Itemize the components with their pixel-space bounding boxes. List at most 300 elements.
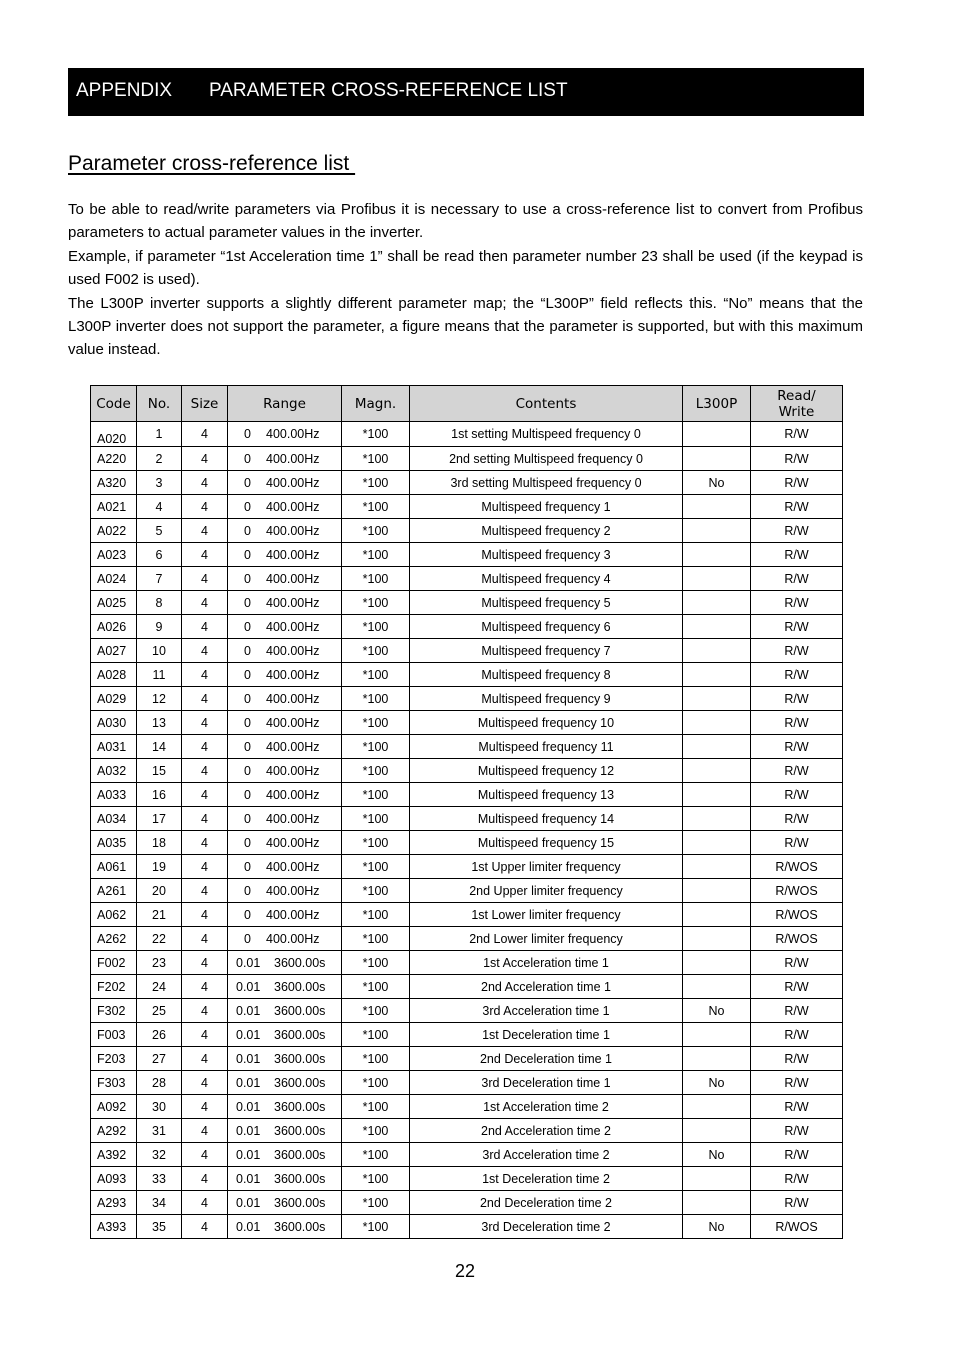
cell-l300p bbox=[683, 783, 751, 807]
cell-code: A026 bbox=[91, 615, 137, 639]
cell-contents: Multispeed frequency 15 bbox=[410, 831, 683, 855]
cell-code: F202 bbox=[91, 975, 137, 999]
range-min: 0 bbox=[244, 643, 251, 658]
cell-size: 4 bbox=[182, 855, 228, 879]
cell-read-write: R/W bbox=[751, 495, 843, 519]
table-row bbox=[91, 927, 843, 951]
range-min: 0 bbox=[244, 715, 251, 730]
range-min: 0.01 bbox=[236, 955, 261, 970]
cell-size: 4 bbox=[182, 711, 228, 735]
cell-no: 9 bbox=[137, 615, 182, 639]
cell-code: A031 bbox=[91, 735, 137, 759]
table-header-row bbox=[91, 386, 843, 422]
cell-range bbox=[228, 1047, 342, 1071]
cell-no: 23 bbox=[137, 951, 182, 975]
cell-magn: *100 bbox=[342, 783, 410, 807]
table-row bbox=[91, 807, 843, 831]
cell-magn: *100 bbox=[342, 903, 410, 927]
range-min: 0.01 bbox=[236, 1123, 261, 1138]
table-row bbox=[91, 999, 843, 1023]
cell-no: 12 bbox=[137, 687, 182, 711]
range-min: 0.01 bbox=[236, 1027, 261, 1042]
cell-contents: 1st setting Multispeed frequency 0 bbox=[410, 422, 683, 447]
cell-read-write: R/W bbox=[751, 447, 843, 471]
cell-no: 31 bbox=[137, 1119, 182, 1143]
cell-l300p: No bbox=[683, 471, 751, 495]
cell-size: 4 bbox=[182, 831, 228, 855]
cell-contents: 2nd setting Multispeed frequency 0 bbox=[410, 447, 683, 471]
table-row bbox=[91, 471, 843, 495]
cell-l300p bbox=[683, 975, 751, 999]
cell-read-write: R/W bbox=[751, 759, 843, 783]
cell-size: 4 bbox=[182, 927, 228, 951]
cell-size: 4 bbox=[182, 999, 228, 1023]
cell-contents: 2nd Deceleration time 2 bbox=[410, 1191, 683, 1215]
cell-contents: Multispeed frequency 9 bbox=[410, 687, 683, 711]
cell-magn: *100 bbox=[342, 855, 410, 879]
intro-text bbox=[68, 198, 863, 362]
table-row bbox=[91, 591, 843, 615]
table-row bbox=[91, 543, 843, 567]
column-header-contents: Contents bbox=[410, 386, 683, 422]
range-max: 400.00Hz bbox=[266, 811, 320, 826]
cell-read-write: R/W bbox=[751, 1047, 843, 1071]
range-min: 0.01 bbox=[236, 1075, 261, 1090]
cell-magn: *100 bbox=[342, 711, 410, 735]
cell-l300p bbox=[683, 855, 751, 879]
cell-contents: 1st Acceleration time 2 bbox=[410, 1095, 683, 1119]
cell-contents: Multispeed frequency 13 bbox=[410, 783, 683, 807]
cell-read-write: R/WOS bbox=[751, 1215, 843, 1239]
cell-range bbox=[228, 639, 342, 663]
column-header-no: No. bbox=[137, 386, 182, 422]
cell-code: F003 bbox=[91, 1023, 137, 1047]
cell-read-write: R/W bbox=[751, 422, 843, 447]
range-max: 3600.00s bbox=[274, 1075, 326, 1090]
cell-l300p bbox=[683, 879, 751, 903]
cell-contents: 1st Deceleration time 1 bbox=[410, 1023, 683, 1047]
range-min: 0 bbox=[244, 739, 251, 754]
range-min: 0 bbox=[244, 787, 251, 802]
cell-no: 19 bbox=[137, 855, 182, 879]
cell-read-write: R/WOS bbox=[751, 879, 843, 903]
intro-paragraph: Example, if parameter “1st Acceleration time 1” shall be read then parameter number 23 shall be used (if the keypad is used F002 is used). bbox=[68, 247, 863, 289]
cell-contents: Multispeed frequency 6 bbox=[410, 615, 683, 639]
cell-read-write: R/W bbox=[751, 1167, 843, 1191]
cell-range bbox=[228, 783, 342, 807]
cell-l300p bbox=[683, 519, 751, 543]
cell-no: 22 bbox=[137, 927, 182, 951]
cell-range bbox=[228, 735, 342, 759]
cell-range bbox=[228, 422, 342, 447]
table-row bbox=[91, 1119, 843, 1143]
range-max: 3600.00s bbox=[274, 1123, 326, 1138]
cell-read-write: R/W bbox=[751, 1071, 843, 1095]
cell-contents: 3rd setting Multispeed frequency 0 bbox=[410, 471, 683, 495]
table-row bbox=[91, 1023, 843, 1047]
range-min: 0 bbox=[244, 619, 251, 634]
cell-contents: Multispeed frequency 12 bbox=[410, 759, 683, 783]
table-row bbox=[91, 1191, 843, 1215]
cell-contents: 1st Deceleration time 2 bbox=[410, 1167, 683, 1191]
cell-magn: *100 bbox=[342, 1215, 410, 1239]
cell-code: A392 bbox=[91, 1143, 137, 1167]
range-max: 400.00Hz bbox=[266, 475, 320, 490]
cell-contents: Multispeed frequency 1 bbox=[410, 495, 683, 519]
cell-size: 4 bbox=[182, 1023, 228, 1047]
table-row bbox=[91, 567, 843, 591]
cell-code: F203 bbox=[91, 1047, 137, 1071]
cell-read-write: R/W bbox=[751, 687, 843, 711]
range-max: 400.00Hz bbox=[266, 835, 320, 850]
range-min: 0 bbox=[244, 835, 251, 850]
cell-range bbox=[228, 711, 342, 735]
cell-range bbox=[228, 975, 342, 999]
cell-contents: Multispeed frequency 11 bbox=[410, 735, 683, 759]
cell-no: 25 bbox=[137, 999, 182, 1023]
cell-magn: *100 bbox=[342, 495, 410, 519]
range-min: 0.01 bbox=[236, 1147, 261, 1162]
range-max: 400.00Hz bbox=[266, 595, 320, 610]
range-min: 0.01 bbox=[236, 1171, 261, 1186]
cell-magn: *100 bbox=[342, 543, 410, 567]
cell-code: A061 bbox=[91, 855, 137, 879]
cell-magn: *100 bbox=[342, 807, 410, 831]
cell-magn: *100 bbox=[342, 759, 410, 783]
cell-size: 4 bbox=[182, 903, 228, 927]
cell-magn: *100 bbox=[342, 735, 410, 759]
cell-range bbox=[228, 831, 342, 855]
cell-read-write: R/W bbox=[751, 975, 843, 999]
cell-l300p: No bbox=[683, 1071, 751, 1095]
cell-range bbox=[228, 951, 342, 975]
cell-range bbox=[228, 447, 342, 471]
cell-l300p bbox=[683, 1191, 751, 1215]
table-row bbox=[91, 1167, 843, 1191]
cell-l300p bbox=[683, 1119, 751, 1143]
cell-code: A393 bbox=[91, 1215, 137, 1239]
cell-range bbox=[228, 999, 342, 1023]
cell-read-write: R/W bbox=[751, 711, 843, 735]
range-min: 0 bbox=[244, 667, 251, 682]
cell-range bbox=[228, 471, 342, 495]
cell-l300p bbox=[683, 927, 751, 951]
cell-range bbox=[228, 687, 342, 711]
range-max: 400.00Hz bbox=[266, 763, 320, 778]
cell-read-write: R/W bbox=[751, 567, 843, 591]
cell-no: 34 bbox=[137, 1191, 182, 1215]
cell-magn: *100 bbox=[342, 1167, 410, 1191]
cell-l300p bbox=[683, 1047, 751, 1071]
cell-size: 4 bbox=[182, 422, 228, 447]
cell-contents: Multispeed frequency 5 bbox=[410, 591, 683, 615]
range-min: 0 bbox=[244, 571, 251, 586]
cell-magn: *100 bbox=[342, 951, 410, 975]
cell-code: A025 bbox=[91, 591, 137, 615]
cell-no: 14 bbox=[137, 735, 182, 759]
cell-read-write: R/W bbox=[751, 615, 843, 639]
cell-no: 28 bbox=[137, 1071, 182, 1095]
cell-read-write: R/WOS bbox=[751, 855, 843, 879]
cell-read-write: R/WOS bbox=[751, 903, 843, 927]
cell-l300p bbox=[683, 639, 751, 663]
cell-read-write: R/WOS bbox=[751, 927, 843, 951]
range-min: 0 bbox=[244, 907, 251, 922]
cell-no: 4 bbox=[137, 495, 182, 519]
cell-size: 4 bbox=[182, 951, 228, 975]
cell-size: 4 bbox=[182, 639, 228, 663]
cell-magn: *100 bbox=[342, 591, 410, 615]
range-max: 400.00Hz bbox=[266, 571, 320, 586]
range-max: 400.00Hz bbox=[266, 619, 320, 634]
cell-range bbox=[228, 519, 342, 543]
cell-magn: *100 bbox=[342, 975, 410, 999]
cell-size: 4 bbox=[182, 543, 228, 567]
cell-range bbox=[228, 927, 342, 951]
cell-read-write: R/W bbox=[751, 639, 843, 663]
cell-no: 18 bbox=[137, 831, 182, 855]
cell-contents: Multispeed frequency 10 bbox=[410, 711, 683, 735]
cell-no: 26 bbox=[137, 1023, 182, 1047]
cell-range bbox=[228, 759, 342, 783]
range-max: 3600.00s bbox=[274, 1003, 326, 1018]
range-min: 0 bbox=[244, 451, 251, 466]
cell-magn: *100 bbox=[342, 1071, 410, 1095]
range-max: 400.00Hz bbox=[266, 499, 320, 514]
cell-no: 6 bbox=[137, 543, 182, 567]
cell-l300p bbox=[683, 591, 751, 615]
cell-magn: *100 bbox=[342, 879, 410, 903]
range-max: 3600.00s bbox=[274, 955, 326, 970]
cell-contents: Multispeed frequency 2 bbox=[410, 519, 683, 543]
cell-l300p bbox=[683, 447, 751, 471]
cell-code: A062 bbox=[91, 903, 137, 927]
range-max: 3600.00s bbox=[274, 1027, 326, 1042]
cell-l300p: No bbox=[683, 1215, 751, 1239]
cell-magn: *100 bbox=[342, 1191, 410, 1215]
cell-magn: *100 bbox=[342, 687, 410, 711]
cell-l300p bbox=[683, 663, 751, 687]
range-min: 0.01 bbox=[236, 1219, 261, 1234]
cell-read-write: R/W bbox=[751, 591, 843, 615]
cell-code: A029 bbox=[91, 687, 137, 711]
cell-read-write: R/W bbox=[751, 543, 843, 567]
cell-contents: 2nd Deceleration time 1 bbox=[410, 1047, 683, 1071]
cell-read-write: R/W bbox=[751, 663, 843, 687]
cell-magn: *100 bbox=[342, 1119, 410, 1143]
cell-contents: Multispeed frequency 8 bbox=[410, 663, 683, 687]
cell-no: 11 bbox=[137, 663, 182, 687]
cell-no: 27 bbox=[137, 1047, 182, 1071]
cell-code: A292 bbox=[91, 1119, 137, 1143]
cell-code: A034 bbox=[91, 807, 137, 831]
table-row bbox=[91, 447, 843, 471]
cell-magn: *100 bbox=[342, 999, 410, 1023]
table-row bbox=[91, 1047, 843, 1071]
table-row bbox=[91, 855, 843, 879]
range-max: 3600.00s bbox=[274, 1051, 326, 1066]
table-row bbox=[91, 1215, 843, 1239]
table-row bbox=[91, 783, 843, 807]
range-max: 3600.00s bbox=[274, 1195, 326, 1210]
section-header-banner bbox=[68, 68, 864, 116]
range-min: 0 bbox=[244, 475, 251, 490]
cell-magn: *100 bbox=[342, 471, 410, 495]
range-max: 400.00Hz bbox=[266, 931, 320, 946]
cell-size: 4 bbox=[182, 567, 228, 591]
cell-size: 4 bbox=[182, 1071, 228, 1095]
cell-size: 4 bbox=[182, 1143, 228, 1167]
cell-size: 4 bbox=[182, 1167, 228, 1191]
table-row bbox=[91, 639, 843, 663]
range-max: 400.00Hz bbox=[266, 883, 320, 898]
cell-size: 4 bbox=[182, 663, 228, 687]
table-row bbox=[91, 495, 843, 519]
cell-no: 7 bbox=[137, 567, 182, 591]
cell-range bbox=[228, 615, 342, 639]
cell-read-write: R/W bbox=[751, 999, 843, 1023]
table-row bbox=[91, 615, 843, 639]
cell-l300p bbox=[683, 422, 751, 447]
range-max: 400.00Hz bbox=[266, 427, 320, 441]
table-row bbox=[91, 1143, 843, 1167]
cell-code: A320 bbox=[91, 471, 137, 495]
cell-code: A024 bbox=[91, 567, 137, 591]
range-max: 400.00Hz bbox=[266, 859, 320, 874]
cell-magn: *100 bbox=[342, 1095, 410, 1119]
column-header-code: Code bbox=[91, 386, 137, 422]
cell-no: 2 bbox=[137, 447, 182, 471]
cell-range bbox=[228, 1167, 342, 1191]
cell-code: F002 bbox=[91, 951, 137, 975]
cell-no: 20 bbox=[137, 879, 182, 903]
column-header-magn: Magn. bbox=[342, 386, 410, 422]
column-header-read-write: Read/ Write bbox=[751, 386, 843, 422]
range-max: 3600.00s bbox=[274, 1099, 326, 1114]
cell-no: 8 bbox=[137, 591, 182, 615]
range-max: 3600.00s bbox=[274, 979, 326, 994]
range-max: 3600.00s bbox=[274, 1219, 326, 1234]
table-row bbox=[91, 519, 843, 543]
range-max: 3600.00s bbox=[274, 1147, 326, 1162]
table-row bbox=[91, 951, 843, 975]
table-row bbox=[91, 422, 843, 447]
cell-magn: *100 bbox=[342, 663, 410, 687]
cell-no: 17 bbox=[137, 807, 182, 831]
range-max: 400.00Hz bbox=[266, 907, 320, 922]
cell-l300p bbox=[683, 831, 751, 855]
cell-code: A023 bbox=[91, 543, 137, 567]
section-label: APPENDIX bbox=[76, 80, 173, 101]
cell-read-write: R/W bbox=[751, 951, 843, 975]
range-max: 3600.00s bbox=[274, 1171, 326, 1186]
cell-code: A022 bbox=[91, 519, 137, 543]
cell-size: 4 bbox=[182, 591, 228, 615]
cell-contents: 1st Acceleration time 1 bbox=[410, 951, 683, 975]
table-row bbox=[91, 831, 843, 855]
cell-code: A028 bbox=[91, 663, 137, 687]
cell-range bbox=[228, 903, 342, 927]
column-header-size: Size bbox=[182, 386, 228, 422]
cell-read-write: R/W bbox=[751, 1143, 843, 1167]
column-header-l300p: L300P bbox=[683, 386, 751, 422]
intro-paragraph: The L300P inverter supports a slightly different parameter map; the “L300P” field reflects this. “No” means that the L300P inverter does not support the parameter, a figure means that the parameter is supported, but with this maximum value instead. bbox=[68, 294, 863, 359]
cell-code: A262 bbox=[91, 927, 137, 951]
cell-size: 4 bbox=[182, 1215, 228, 1239]
cell-size: 4 bbox=[182, 447, 228, 471]
cell-code: F302 bbox=[91, 999, 137, 1023]
cell-size: 4 bbox=[182, 759, 228, 783]
cell-l300p bbox=[683, 1167, 751, 1191]
cell-range bbox=[228, 543, 342, 567]
cell-contents: Multispeed frequency 3 bbox=[410, 543, 683, 567]
cell-no: 21 bbox=[137, 903, 182, 927]
cell-contents: Multispeed frequency 4 bbox=[410, 567, 683, 591]
cell-read-write: R/W bbox=[751, 1191, 843, 1215]
cell-code: A092 bbox=[91, 1095, 137, 1119]
table-row bbox=[91, 975, 843, 999]
cell-no: 10 bbox=[137, 639, 182, 663]
cell-no: 3 bbox=[137, 471, 182, 495]
cell-magn: *100 bbox=[342, 422, 410, 447]
cell-magn: *100 bbox=[342, 927, 410, 951]
range-min: 0 bbox=[244, 859, 251, 874]
cell-code: A030 bbox=[91, 711, 137, 735]
cell-contents: 2nd Acceleration time 1 bbox=[410, 975, 683, 999]
cell-size: 4 bbox=[182, 975, 228, 999]
range-max: 400.00Hz bbox=[266, 715, 320, 730]
range-min: 0 bbox=[244, 883, 251, 898]
range-min: 0 bbox=[244, 811, 251, 826]
section-title: PARAMETER CROSS-REFERENCE LIST bbox=[209, 80, 568, 101]
cell-magn: *100 bbox=[342, 1023, 410, 1047]
range-max: 400.00Hz bbox=[266, 523, 320, 538]
cell-read-write: R/W bbox=[751, 1119, 843, 1143]
cell-l300p bbox=[683, 711, 751, 735]
cell-code: A033 bbox=[91, 783, 137, 807]
cell-contents: 2nd Acceleration time 2 bbox=[410, 1119, 683, 1143]
cell-code: A093 bbox=[91, 1167, 137, 1191]
cell-l300p bbox=[683, 735, 751, 759]
range-min: 0 bbox=[244, 427, 251, 441]
cell-contents: Multispeed frequency 7 bbox=[410, 639, 683, 663]
cell-size: 4 bbox=[182, 783, 228, 807]
cell-read-write: R/W bbox=[751, 831, 843, 855]
cell-range bbox=[228, 1191, 342, 1215]
cell-read-write: R/W bbox=[751, 519, 843, 543]
cell-no: 35 bbox=[137, 1215, 182, 1239]
cell-l300p: No bbox=[683, 999, 751, 1023]
cell-magn: *100 bbox=[342, 615, 410, 639]
range-min: 0 bbox=[244, 931, 251, 946]
cell-range bbox=[228, 1143, 342, 1167]
cell-size: 4 bbox=[182, 1119, 228, 1143]
cell-code: A261 bbox=[91, 879, 137, 903]
cell-no: 1 bbox=[137, 422, 182, 447]
cell-contents: 3rd Deceleration time 1 bbox=[410, 1071, 683, 1095]
range-max: 400.00Hz bbox=[266, 643, 320, 658]
cell-size: 4 bbox=[182, 735, 228, 759]
cell-code: A220 bbox=[91, 447, 137, 471]
cell-range bbox=[228, 1119, 342, 1143]
cell-read-write: R/W bbox=[751, 1023, 843, 1047]
cell-size: 4 bbox=[182, 687, 228, 711]
intro-paragraph: To be able to read/write parameters via Profibus it is necessary to use a cross-reference list to convert from Profibus parameters to actual parameter values in the inverter. bbox=[68, 201, 863, 242]
cell-contents: 2nd Upper limiter frequency bbox=[410, 879, 683, 903]
range-min: 0 bbox=[244, 691, 251, 706]
cell-no: 33 bbox=[137, 1167, 182, 1191]
cell-magn: *100 bbox=[342, 447, 410, 471]
